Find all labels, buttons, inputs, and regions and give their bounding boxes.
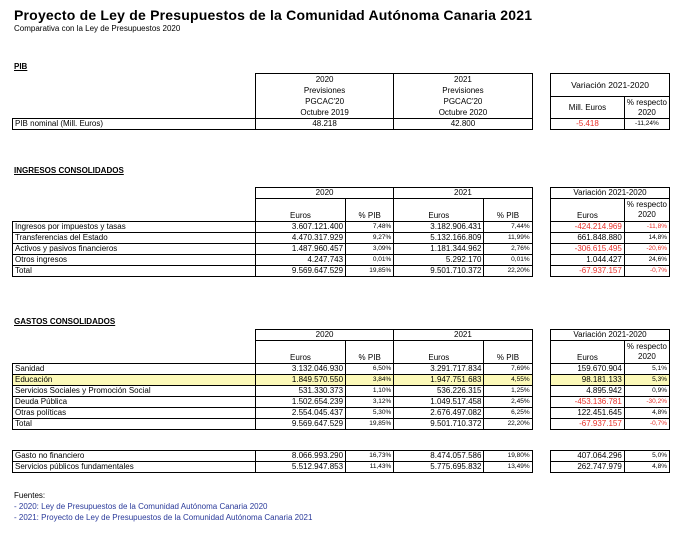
cell-pct-2021: 4,55% [484, 374, 532, 385]
cell-var-euros: 262.747.979 [551, 462, 625, 473]
source-item[interactable]: - 2020: Ley de Presupuestos de la Comunidad Autónoma Canaria 2020 [14, 502, 268, 511]
cell-var-euros: 407.064.296 [551, 451, 625, 462]
gastos-summary-table [12, 450, 670, 473]
cell-var-pct: 24,6% [624, 254, 669, 265]
cell-pct-2021: 22,20% [484, 265, 532, 276]
cell-euros-2021: 1.947.751.683 [394, 374, 484, 385]
cell-euros-2021: 3.182.906.431 [394, 221, 484, 232]
table-row [13, 232, 670, 243]
cell-pct-2020: 9,27% [346, 232, 394, 243]
gastos-variation-header: Variación 2021-2020 [551, 330, 670, 341]
gastos-header-2020: 2020 [255, 330, 393, 341]
cell-var-pct: -11,8% [624, 221, 669, 232]
col-euros: Euros [394, 199, 484, 222]
col-pct-respecto: % respecto 2020 [624, 341, 669, 364]
sources-label: Fuentes: [14, 491, 46, 500]
cell-euros-2021: 5.292.170 [394, 254, 484, 265]
cell-euros-2020: 4.470.317.929 [255, 232, 345, 243]
cell-pct-2020: 16,73% [346, 451, 394, 462]
cell-euros-2020: 3.607.121.400 [255, 221, 345, 232]
cell-pct-2020: 7,48% [346, 221, 394, 232]
pib-table [12, 73, 670, 130]
pib-variation-header: Variación 2021-2020 [551, 74, 670, 97]
cell-pct-2020: 1,10% [346, 385, 394, 396]
row-label: Total [13, 418, 256, 429]
cell-pct-2021: 13,49% [484, 462, 532, 473]
cell-pct-2021: 2,76% [484, 243, 532, 254]
cell-euros-2020: 9.569.647.529 [255, 265, 345, 276]
cell-pct-2020: 6,50% [346, 363, 394, 374]
cell-euros-2021: 536.226.315 [394, 385, 484, 396]
page-title: Proyecto de Ley de Presupuestos de la Comunidad Autónoma Canaria 2021 [14, 7, 533, 23]
cell-pct-2020: 3,84% [346, 374, 394, 385]
cell-var-euros: -67.937.157 [551, 418, 625, 429]
cell-euros-2021: 3.291.717.834 [394, 363, 484, 374]
cell-euros-2020: 4.247.743 [255, 254, 345, 265]
cell-euros-2021: 9.501.710.372 [394, 418, 484, 429]
row-label: Transferencias del Estado [13, 232, 256, 243]
pib-row [13, 119, 670, 130]
col-euros: Euros [394, 341, 484, 364]
cell-pct-2021: 7,44% [484, 221, 532, 232]
page-subtitle: Comparativa con la Ley de Presupuestos 2020 [14, 24, 181, 33]
row-label: Deuda Pública [13, 396, 256, 407]
section-pib-title: PIB [14, 62, 28, 71]
cell-var-pct: -0,7% [624, 265, 669, 276]
pib-header-2021: 2021 Previsiones PGCAC'20 Octubre 2020 [394, 74, 532, 119]
table-row [13, 265, 670, 276]
cell-var-pct: -20,6% [624, 243, 669, 254]
ingresos-header-2021: 2021 [394, 188, 532, 199]
cell-euros-2020: 1.849.570.550 [255, 374, 345, 385]
gastos-table [12, 329, 670, 430]
cell-euros-2021: 9.501.710.372 [394, 265, 484, 276]
row-label: Servicios públicos fundamentales [13, 462, 256, 473]
table-row [13, 451, 670, 462]
table-row [13, 221, 670, 232]
col-euros: Euros [255, 341, 345, 364]
col-pct-pib: % PIB [346, 341, 394, 364]
ingresos-table [12, 187, 670, 277]
col-euros: Euros [551, 199, 625, 222]
cell-var-euros: 122.451.645 [551, 407, 625, 418]
cell-var-pct: 5,0% [624, 451, 669, 462]
section-gastos-title: GASTOS CONSOLIDADOS [14, 317, 116, 326]
col-pct-respecto: % respecto 2020 [624, 199, 669, 222]
cell-pct-2021: 22,20% [484, 418, 532, 429]
cell-pct-2021: 0,01% [484, 254, 532, 265]
table-row [13, 243, 670, 254]
col-pct-pib: % PIB [484, 199, 532, 222]
cell-euros-2020: 1.502.654.239 [255, 396, 345, 407]
cell-var-pct: 5,1% [624, 363, 669, 374]
cell-var-pct: -30,2% [624, 396, 669, 407]
row-label: Otros ingresos [13, 254, 256, 265]
gastos-header-2021: 2021 [394, 330, 532, 341]
cell-pct-2020: 19,85% [346, 418, 394, 429]
cell-euros-2020: 1.487.960.457 [255, 243, 345, 254]
row-label: Total [13, 265, 256, 276]
cell-euros-2020: 5.512.947.853 [255, 462, 345, 473]
cell: -5.418 [551, 119, 625, 130]
cell-pct-2020: 19,85% [346, 265, 394, 276]
table-row [13, 407, 670, 418]
row-label: Educación [13, 374, 256, 385]
cell-euros-2020: 2.554.045.437 [255, 407, 345, 418]
cell-pct-2021: 1,25% [484, 385, 532, 396]
col-euros: Euros [255, 199, 345, 222]
cell-euros-2021: 5.132.166.809 [394, 232, 484, 243]
cell-pct-2020: 3,09% [346, 243, 394, 254]
cell: -11,24% [624, 119, 669, 130]
col-pct-pib: % PIB [346, 199, 394, 222]
cell-var-euros: -306.615.495 [551, 243, 625, 254]
cell-pct-2020: 3,12% [346, 396, 394, 407]
sources [14, 490, 312, 523]
row-label: Activos y pasivos financieros [13, 243, 256, 254]
cell-var-euros: 98.181.133 [551, 374, 625, 385]
cell-var-euros: -453.136.781 [551, 396, 625, 407]
table-row [13, 385, 670, 396]
cell-pct-2021: 7,69% [484, 363, 532, 374]
pib-header-2020: 2020 Previsiones PGCAC'20 Octubre 2019 [255, 74, 393, 119]
cell-euros-2021: 1.181.344.962 [394, 243, 484, 254]
cell-var-pct: 14,8% [624, 232, 669, 243]
row-label: Sanidad [13, 363, 256, 374]
cell-var-euros: 159.670.904 [551, 363, 625, 374]
cell-euros-2020: 531.330.373 [255, 385, 345, 396]
cell-euros-2020: 3.132.046.930 [255, 363, 345, 374]
cell-pct-2020: 5,30% [346, 407, 394, 418]
cell-var-pct: 4,8% [624, 462, 669, 473]
cell-euros-2020: 9.569.647.529 [255, 418, 345, 429]
cell-pct-2021: 2,45% [484, 396, 532, 407]
cell-var-euros: 661.848.880 [551, 232, 625, 243]
cell: 48.218 [255, 119, 393, 130]
cell-euros-2021: 5.775.695.832 [394, 462, 484, 473]
cell-var-pct: 4,8% [624, 407, 669, 418]
cell-var-euros: -424.214.969 [551, 221, 625, 232]
pib-var-pct-header: % respecto 2020 [624, 97, 669, 119]
cell-pct-2021: 19,80% [484, 451, 532, 462]
table-row [13, 462, 670, 473]
ingresos-header-2020: 2020 [255, 188, 393, 199]
col-euros: Euros [551, 341, 625, 364]
row-label: Gasto no financiero [13, 451, 256, 462]
cell-var-euros: -67.937.157 [551, 265, 625, 276]
table-row [13, 396, 670, 407]
row-label: Servicios Sociales y Promoción Social [13, 385, 256, 396]
cell-var-euros: 4.895.942 [551, 385, 625, 396]
cell-var-euros: 1.044.427 [551, 254, 625, 265]
cell-euros-2021: 2.676.497.082 [394, 407, 484, 418]
row-label: PIB nominal (Mill. Euros) [13, 119, 256, 130]
cell-pct-2020: 11,43% [346, 462, 394, 473]
cell-pct-2021: 11,99% [484, 232, 532, 243]
table-row [13, 418, 670, 429]
cell-euros-2020: 8.066.993.290 [255, 451, 345, 462]
row-label: Otras políticas [13, 407, 256, 418]
ingresos-variation-header: Variación 2021-2020 [551, 188, 670, 199]
cell-euros-2021: 1.049.517.458 [394, 396, 484, 407]
section-ingresos-title: INGRESOS CONSOLIDADOS [14, 166, 124, 175]
table-row [13, 374, 670, 385]
col-pct-pib: % PIB [484, 341, 532, 364]
source-item[interactable]: - 2021: Proyecto de Ley de Presupuestos de la Comunidad Autónoma Canaria 2021 [14, 513, 313, 522]
cell-pct-2021: 6,25% [484, 407, 532, 418]
cell-euros-2021: 8.474.057.586 [394, 451, 484, 462]
cell-var-pct: 5,3% [624, 374, 669, 385]
cell-var-pct: 0,9% [624, 385, 669, 396]
table-row [13, 363, 670, 374]
pib-var-mill-header: Mill. Euros [551, 97, 625, 119]
cell-var-pct: -0,7% [624, 418, 669, 429]
cell-pct-2020: 0,01% [346, 254, 394, 265]
cell: 42.800 [394, 119, 532, 130]
table-row [13, 254, 670, 265]
row-label: Ingresos por impuestos y tasas [13, 221, 256, 232]
